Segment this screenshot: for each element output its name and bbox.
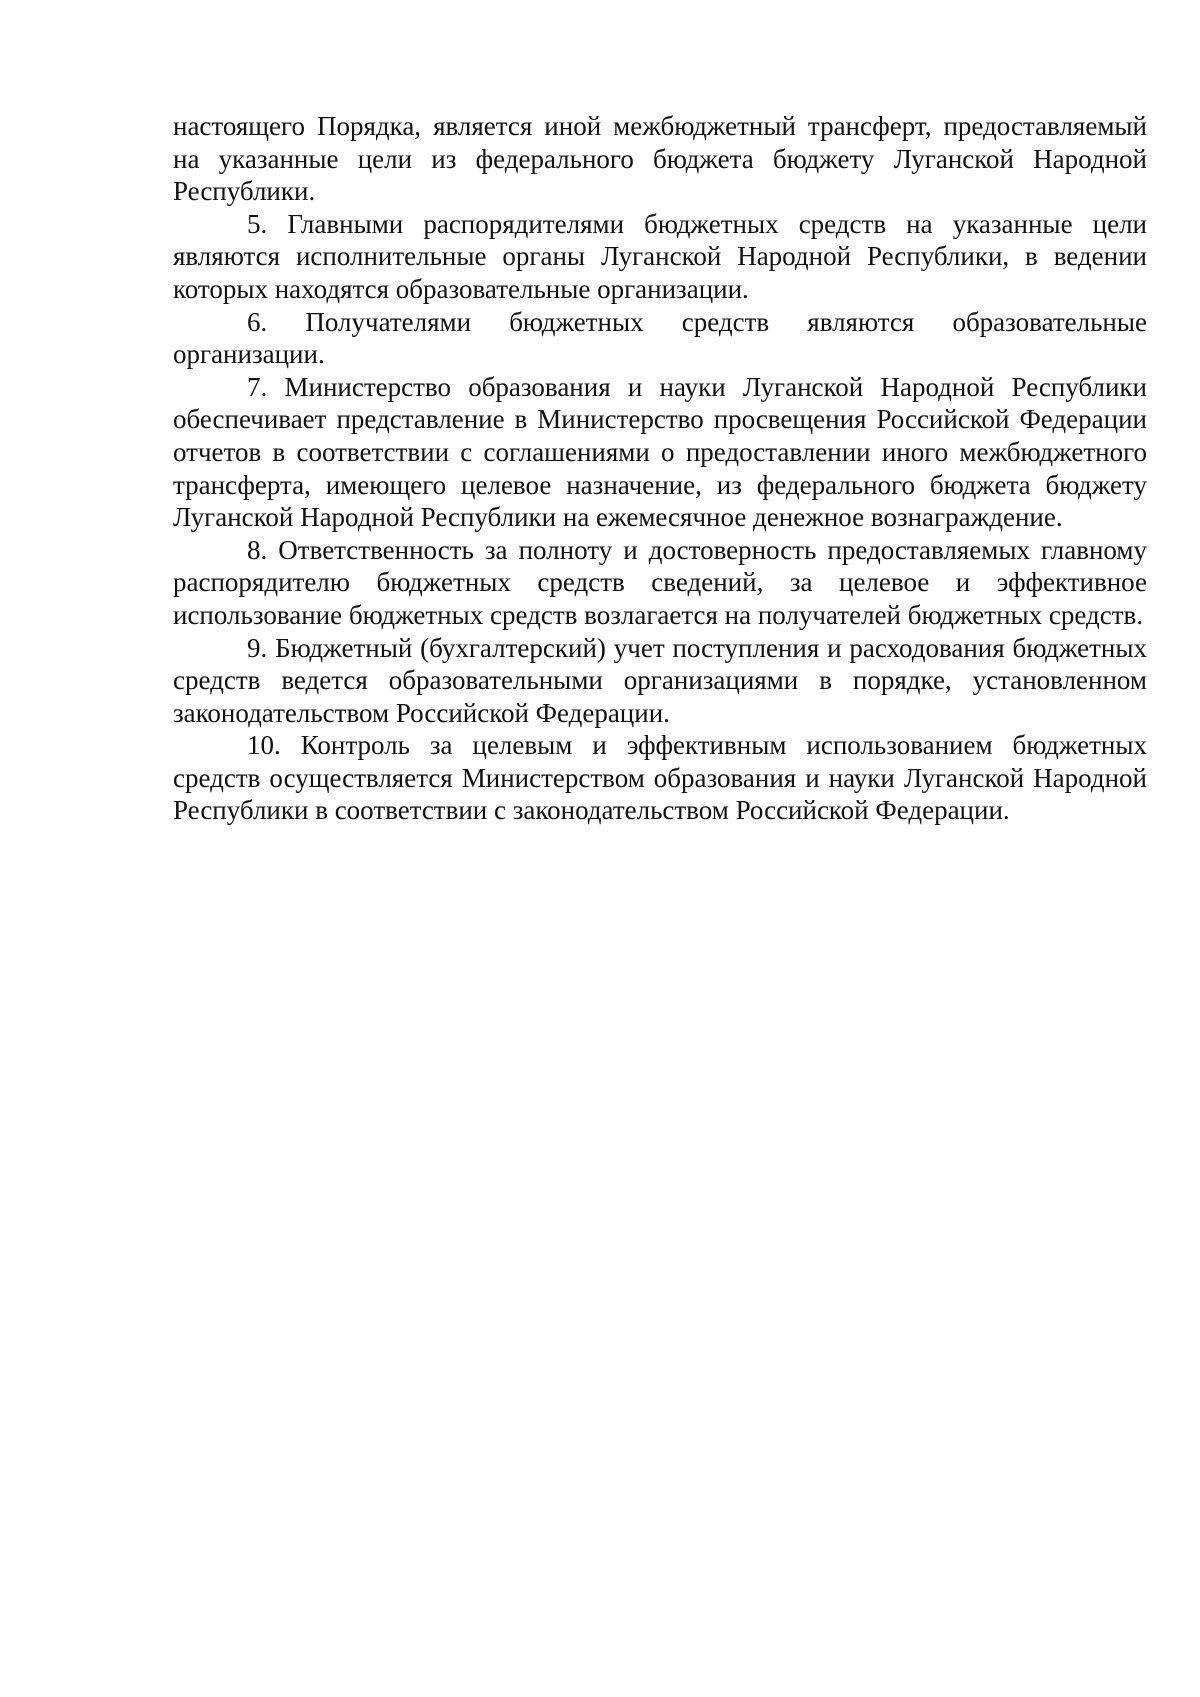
paragraph-continuation: настоящего Порядка, является иной межбюджетный трансферт, предоставляемый на указанные цели из федерального бюджета бюджету Луганской Народной Республики.	[173, 111, 1147, 207]
paragraph-item-10: 10. Контроль за целевым и эффективным использованием бюджетных средств осуществляется Министерством образования и науки Луганской Народной Республики в соответствии с законодательством Российской Федерации.	[173, 730, 1147, 826]
paragraph-item-7: 7. Министерство образования и науки Луганской Народной Республики обеспечивает представление в Министерство просвещения Российской Федерации отчетов в соответствии с соглашениями о предоставлении иного межбюджетного трансферта, имеющего целевое назначение, из федерального бюджета бюджету Луганской Народной Республики на ежемесячное денежное вознаграждение.	[173, 371, 1147, 533]
paragraph-item-9: 9. Бюджетный (бухгалтерский) учет поступления и расходования бюджетных средств ведется образовательными организациями в порядке, установленном законодательством Российской Федерации.	[173, 632, 1147, 728]
paragraph-item-5: 5. Главными распорядителями бюджетных средств на указанные цели являются исполнительные органы Луганской Народной Республики, в ведении которых находятся образовательные организации.	[173, 208, 1147, 304]
paragraph-item-6: 6. Получателями бюджетных средств являются образовательные организации.	[173, 306, 1147, 370]
paragraph-item-8: 8. Ответственность за полноту и достоверность предоставляемых главному распорядителю бюджетных средств сведений, за целевое и эффективное использование бюджетных средств возлагается на получателей бюджетных средств.	[173, 534, 1147, 630]
document-page	[173, 110, 1147, 827]
